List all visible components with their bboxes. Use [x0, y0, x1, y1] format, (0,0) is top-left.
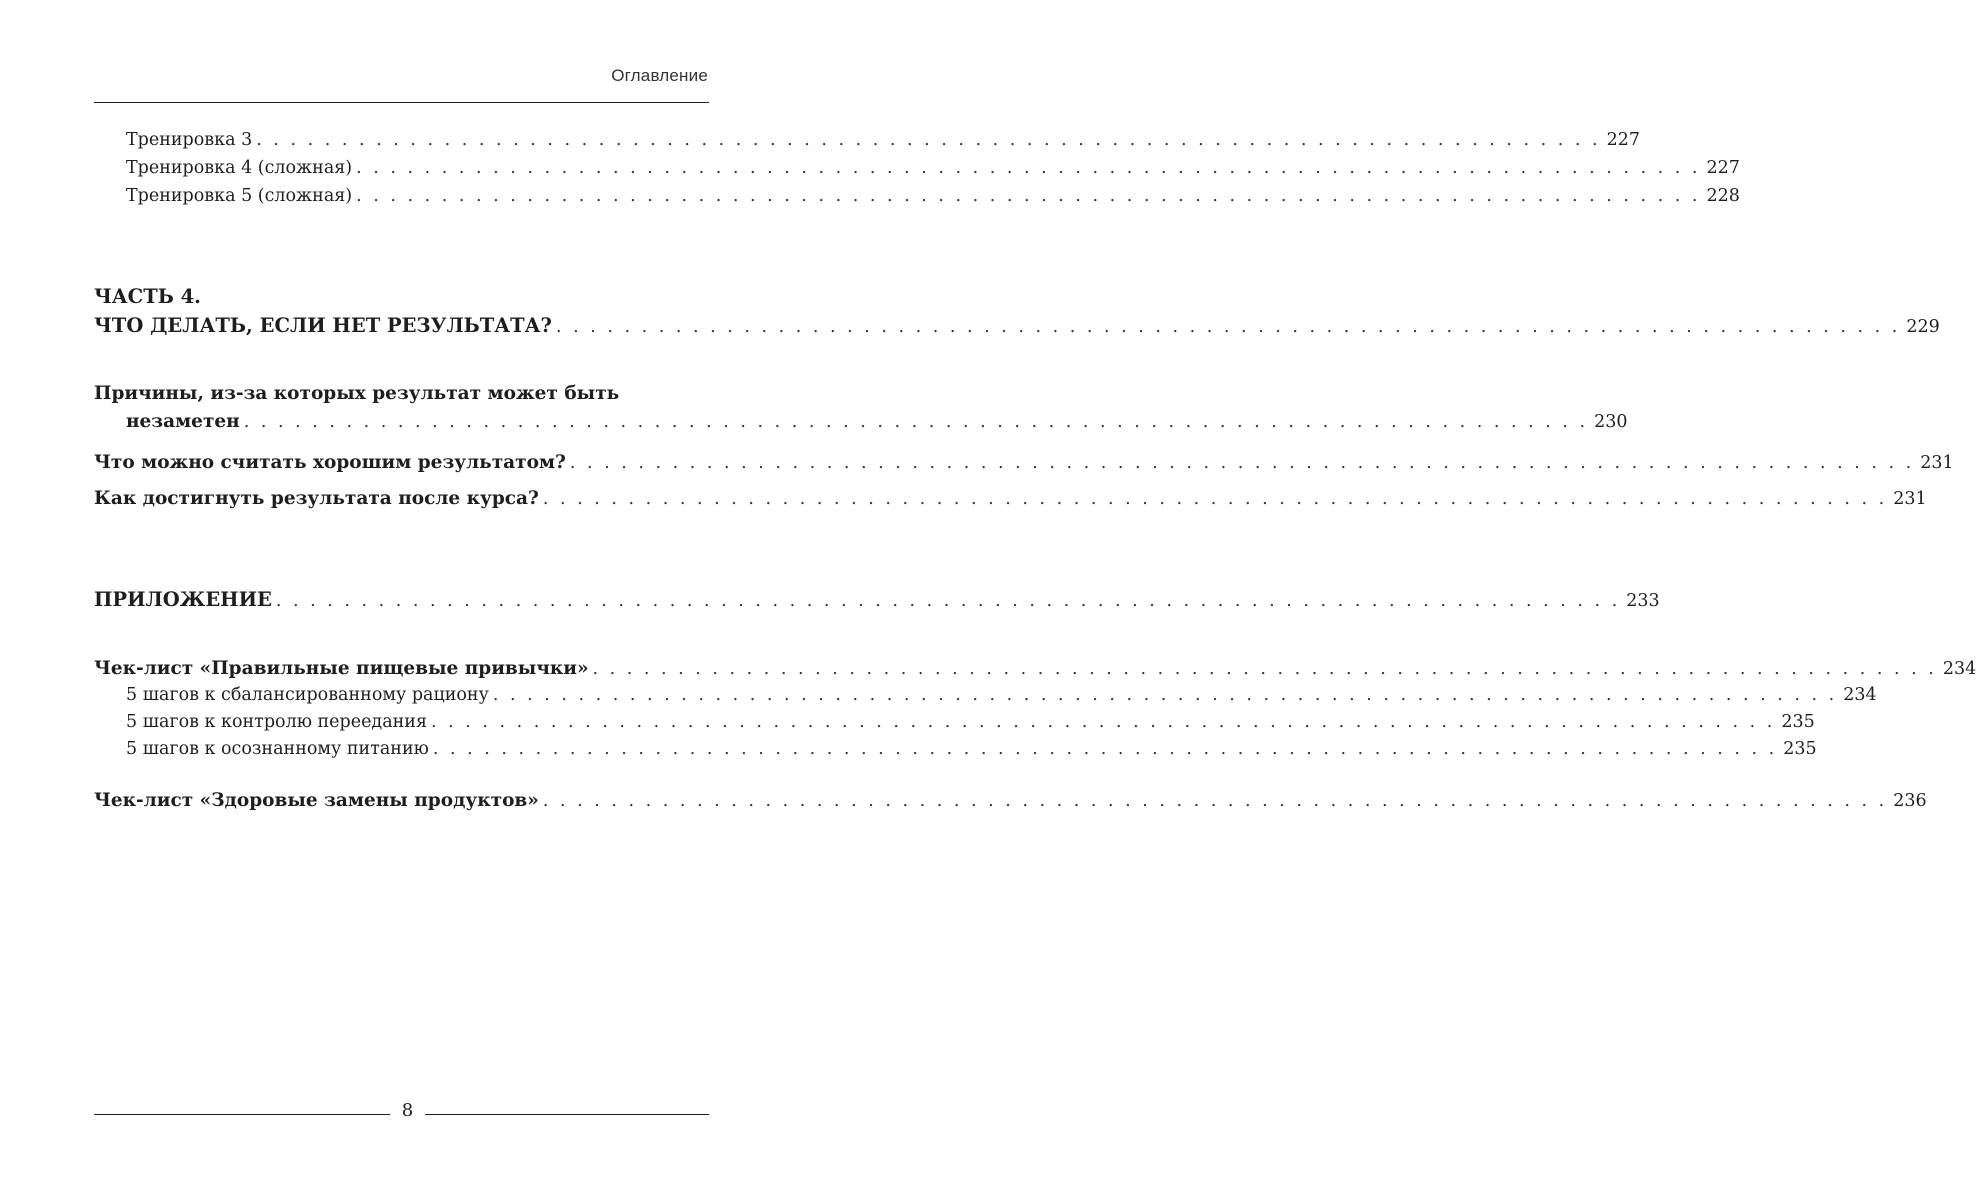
- dot-leader: . . . . . . . . . . . . . . . . . . . . . . . . . . . . . . . . . . . . . . . . . . . . . . . . . . . . . . . . . . . . . . . . . . . . . . . . . . . . . . .: [492, 685, 1838, 705]
- toc-entry-page: 236: [1893, 791, 1927, 811]
- toc-entry[interactable]: [126, 685, 1877, 705]
- toc-entry-page: 228: [1706, 186, 1740, 206]
- footer-rule-left: [94, 1114, 390, 1115]
- toc-entry-page: 233: [1626, 591, 1660, 611]
- dot-leader: . . . . . . . . . . . . . . . . . . . . . . . . . . . . . . . . . . . . . . . . . . . . . . . . . . . . . . . . . . . . . . . . . . . . . . . . . . . . . . .: [542, 791, 1888, 811]
- dot-leader: . . . . . . . . . . . . . . . . . . . . . . . . . . . . . . . . . . . . . . . . . . . . . . . . . . . . . . . . . . . . . . . . . . . . . . . . . . . . . . .: [356, 158, 1701, 178]
- toc-entry-page: 235: [1781, 712, 1815, 732]
- dot-leader: . . . . . . . . . . . . . . . . . . . . . . . . . . . . . . . . . . . . . . . . . . . . . . . . . . . . . . . . . . . . . . . . . . . . . . . . . . . . . . .: [275, 591, 1621, 611]
- toc-entry[interactable]: [126, 186, 1740, 206]
- toc-entry-page: 234: [1942, 659, 1976, 679]
- toc-entry-title: ЧТО ДЕЛАТЬ, ЕСЛИ НЕТ РЕЗУЛЬТАТА?: [94, 314, 552, 337]
- toc-entry-title: 5 шагов к контролю переедания: [126, 712, 428, 732]
- toc-entry-title: Тренировка 3: [126, 130, 253, 150]
- toc-entry[interactable]: [94, 790, 1927, 811]
- toc-entry[interactable]: [94, 658, 1976, 679]
- toc-entry[interactable]: [126, 158, 1740, 178]
- toc-entry-title: 5 шагов к сбалансированному рациону: [126, 685, 489, 705]
- dot-leader: . . . . . . . . . . . . . . . . . . . . . . . . . . . . . . . . . . . . . . . . . . . . . . . . . . . . . . . . . . . . . . . . . . . . . . . . . . . . . . .: [569, 453, 1915, 473]
- toc-entry-title: Тренировка 4 (сложная): [126, 158, 353, 178]
- toc-entry[interactable]: [126, 411, 1628, 432]
- toc-entry-page: 230: [1594, 412, 1628, 432]
- running-head: Оглавление: [611, 66, 708, 85]
- dot-leader: . . . . . . . . . . . . . . . . . . . . . . . . . . . . . . . . . . . . . . . . . . . . . . . . . . . . . . . . . . . . . . . . . . . . . . . . . . . . . . .: [592, 659, 1937, 679]
- toc-entry-title: 5 шагов к осознанному питанию: [126, 739, 429, 759]
- toc-entry-page: 231: [1920, 453, 1954, 473]
- toc-entry-page: 227: [1706, 158, 1740, 178]
- page-number: 8: [401, 1100, 414, 1121]
- toc-entry-title: Чек-лист «Здоровые замены продуктов»: [94, 790, 539, 811]
- toc-entry-page: 227: [1606, 130, 1640, 150]
- header-rule: [94, 102, 709, 103]
- dot-leader: . . . . . . . . . . . . . . . . . . . . . . . . . . . . . . . . . . . . . . . . . . . . . . . . . . . . . . . . . . . . . . . . . . . . . . . . . . . . . . .: [555, 317, 1901, 337]
- toc-entry-page: 234: [1843, 685, 1877, 705]
- dot-leader: . . . . . . . . . . . . . . . . . . . . . . . . . . . . . . . . . . . . . . . . . . . . . . . . . . . . . . . . . . . . . . . . . . . . . . . . . . . . . . .: [431, 712, 1776, 732]
- toc-entry[interactable]: [126, 130, 1640, 150]
- toc-entry-title: незаметен: [126, 411, 240, 432]
- toc-entry-title: Чек-лист «Правильные пищевые привычки»: [94, 658, 589, 679]
- toc-entry-page: 231: [1893, 489, 1927, 509]
- toc-part-entry[interactable]: [94, 314, 1940, 337]
- dot-leader: . . . . . . . . . . . . . . . . . . . . . . . . . . . . . . . . . . . . . . . . . . . . . . . . . . . . . . . . . . . . . . . . . . . . . . . . . . . . . . .: [356, 186, 1701, 206]
- toc-entry-title: Как достигнуть результата после курса?: [94, 488, 539, 509]
- toc-entry-page: 235: [1783, 739, 1817, 759]
- toc-entry[interactable]: [126, 739, 1817, 759]
- toc-entry-title-line1: Причины, из-за которых результат может быть: [94, 383, 620, 404]
- dot-leader: . . . . . . . . . . . . . . . . . . . . . . . . . . . . . . . . . . . . . . . . . . . . . . . . . . . . . . . . . . . . . . . . . . . . . . . . . . . . . . .: [432, 739, 1778, 759]
- toc-entry-page: 229: [1906, 317, 1940, 337]
- dot-leader: . . . . . . . . . . . . . . . . . . . . . . . . . . . . . . . . . . . . . . . . . . . . . . . . . . . . . . . . . . . . . . . . . . . . . . . . . . . . . . .: [542, 489, 1888, 509]
- footer-rule-right: [425, 1114, 709, 1115]
- dot-leader: . . . . . . . . . . . . . . . . . . . . . . . . . . . . . . . . . . . . . . . . . . . . . . . . . . . . . . . . . . . . . . . . . . . . . . . . . . . . . . .: [256, 130, 1601, 150]
- toc-entry[interactable]: [126, 712, 1815, 732]
- toc-entry-title: Что можно считать хорошим результатом?: [94, 452, 566, 473]
- dot-leader: . . . . . . . . . . . . . . . . . . . . . . . . . . . . . . . . . . . . . . . . . . . . . . . . . . . . . . . . . . . . . . . . . . . . . . . . . . . . . . .: [243, 412, 1589, 432]
- part-heading-label: ЧАСТЬ 4.: [94, 285, 201, 308]
- toc-part-entry[interactable]: [94, 588, 1660, 611]
- toc-entry-title: Тренировка 5 (сложная): [126, 186, 353, 206]
- toc-entry[interactable]: [94, 488, 1927, 509]
- toc-entry[interactable]: [94, 452, 1954, 473]
- toc-entry-title: ПРИЛОЖЕНИЕ: [94, 588, 272, 611]
